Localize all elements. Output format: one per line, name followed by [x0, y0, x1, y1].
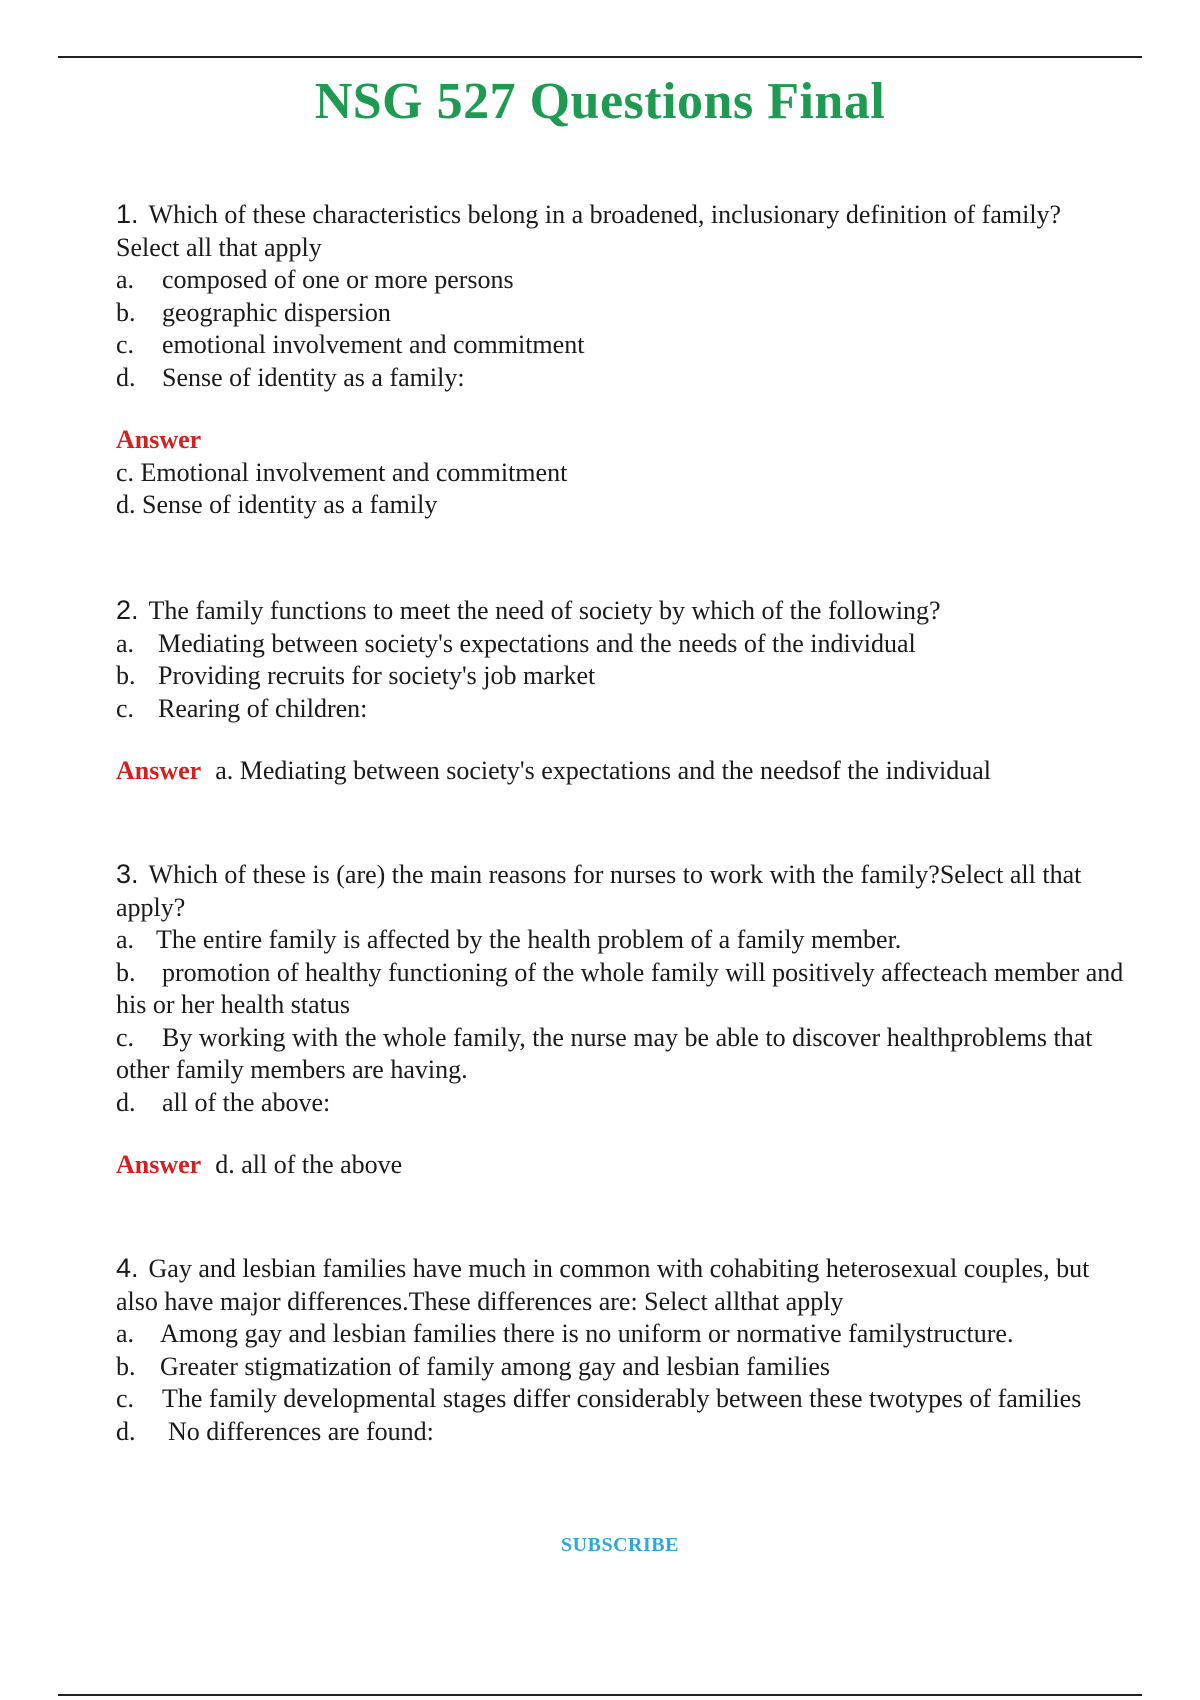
option-item [116, 362, 1126, 395]
question-stem: Gay and lesbian families have much in common with cohabiting heterosexual couples, but also have major differences.These differences are: Select allthat apply [116, 1254, 1090, 1316]
option-item [116, 628, 1126, 661]
option-item [116, 1383, 1126, 1416]
option-item [116, 1087, 1126, 1120]
option-list [116, 264, 1126, 394]
question-1 [116, 198, 1126, 522]
option-text: Among gay and lesbian families there is no uniform or normative familystructure. [160, 1319, 1014, 1348]
question-number: 2. [116, 595, 139, 625]
option-letter: b. [116, 957, 136, 987]
option-item [116, 660, 1126, 693]
question-4 [116, 1252, 1126, 1448]
bottom-rule [58, 1694, 1142, 1696]
option-item [116, 693, 1126, 726]
option-text: Rearing of children: [158, 693, 368, 723]
answer-label: Answer [116, 756, 202, 785]
subscribe-link[interactable]: SUBSCRIBE [561, 1534, 679, 1556]
option-letter: c. [116, 330, 135, 359]
option-text: Sense of identity as a family: [162, 362, 465, 392]
answer-line: d. Sense of identity as a family [116, 490, 438, 519]
answer-block [116, 755, 1126, 788]
option-letter: b. [116, 1351, 136, 1381]
option-item [116, 1318, 1126, 1351]
question-stem: The family functions to meet the need of society by which of the following? [148, 596, 941, 625]
option-text: Mediating between society's expectations and the needs of the individual [158, 628, 916, 658]
option-text: Providing recruits for society's job market [158, 661, 596, 690]
option-item [116, 924, 1126, 957]
option-text: By working with the whole family, the nurse may be able to discover healthproblems that other family members are having. [116, 1022, 1093, 1084]
option-text: composed of one or more persons [162, 265, 514, 294]
option-item [116, 329, 1126, 362]
option-text: emotional involvement and commitment [162, 330, 585, 359]
option-item [116, 1351, 1126, 1384]
answer-label: Answer [116, 1150, 202, 1179]
option-item [116, 297, 1126, 330]
option-letter: b. [116, 661, 136, 690]
option-item [116, 1022, 1126, 1087]
question-number: 3. [116, 859, 139, 889]
question-2 [116, 594, 1126, 788]
option-list [116, 1318, 1126, 1448]
question-stem: Which of these characteristics belong in a broadened, inclusionary definition of family? Select all that apply [116, 200, 1062, 262]
option-letter: c. [116, 1384, 135, 1413]
question-number: 4. [116, 1253, 139, 1283]
option-text: geographic dispersion [162, 297, 391, 327]
option-letter: a. [116, 1319, 135, 1348]
top-rule [58, 56, 1142, 58]
option-letter: d. [116, 362, 136, 392]
option-text: No differences are found: [168, 1416, 434, 1446]
answer-block [116, 424, 1126, 522]
answer-line: d. all of the above [215, 1150, 403, 1179]
option-item [116, 1416, 1126, 1449]
option-letter: c. [116, 693, 135, 723]
option-list [116, 924, 1126, 1119]
option-letter: d. [116, 1087, 136, 1117]
option-letter: a. [116, 265, 135, 294]
option-item [116, 957, 1126, 1022]
option-letter: d. [116, 1416, 136, 1446]
question-text [116, 1252, 1126, 1318]
document-title: NSG 527 Questions Final [314, 73, 886, 130]
answer-line: c. Emotional involvement and commitment [116, 457, 568, 487]
option-list [116, 628, 1126, 726]
option-text: promotion of healthy functioning of the whole family will positively affecteach member and his or her health status [116, 957, 1124, 1019]
question-text [116, 594, 1126, 628]
option-text: The entire family is affected by the health problem of a family member. [156, 925, 902, 954]
option-letter: a. [116, 628, 135, 658]
answer-block [116, 1149, 1126, 1182]
question-text [116, 858, 1126, 924]
question-3 [116, 858, 1126, 1182]
option-letter: c. [116, 1022, 135, 1052]
option-letter: a. [116, 925, 135, 954]
option-text: all of the above: [162, 1087, 331, 1117]
option-text: Greater stigmatization of family among gay and lesbian families [160, 1351, 831, 1381]
answer-label: Answer [116, 425, 202, 454]
option-text: The family developmental stages differ considerably between these twotypes of families [162, 1384, 1082, 1413]
question-number: 1. [116, 199, 139, 229]
question-text [116, 198, 1126, 264]
question-stem: Which of these is (are) the main reasons for nurses to work with the family?Select all that apply? [116, 860, 1082, 922]
option-letter: b. [116, 297, 136, 327]
option-item [116, 264, 1126, 297]
answer-line: a. Mediating between society's expectations and the needsof the individual [215, 756, 992, 785]
